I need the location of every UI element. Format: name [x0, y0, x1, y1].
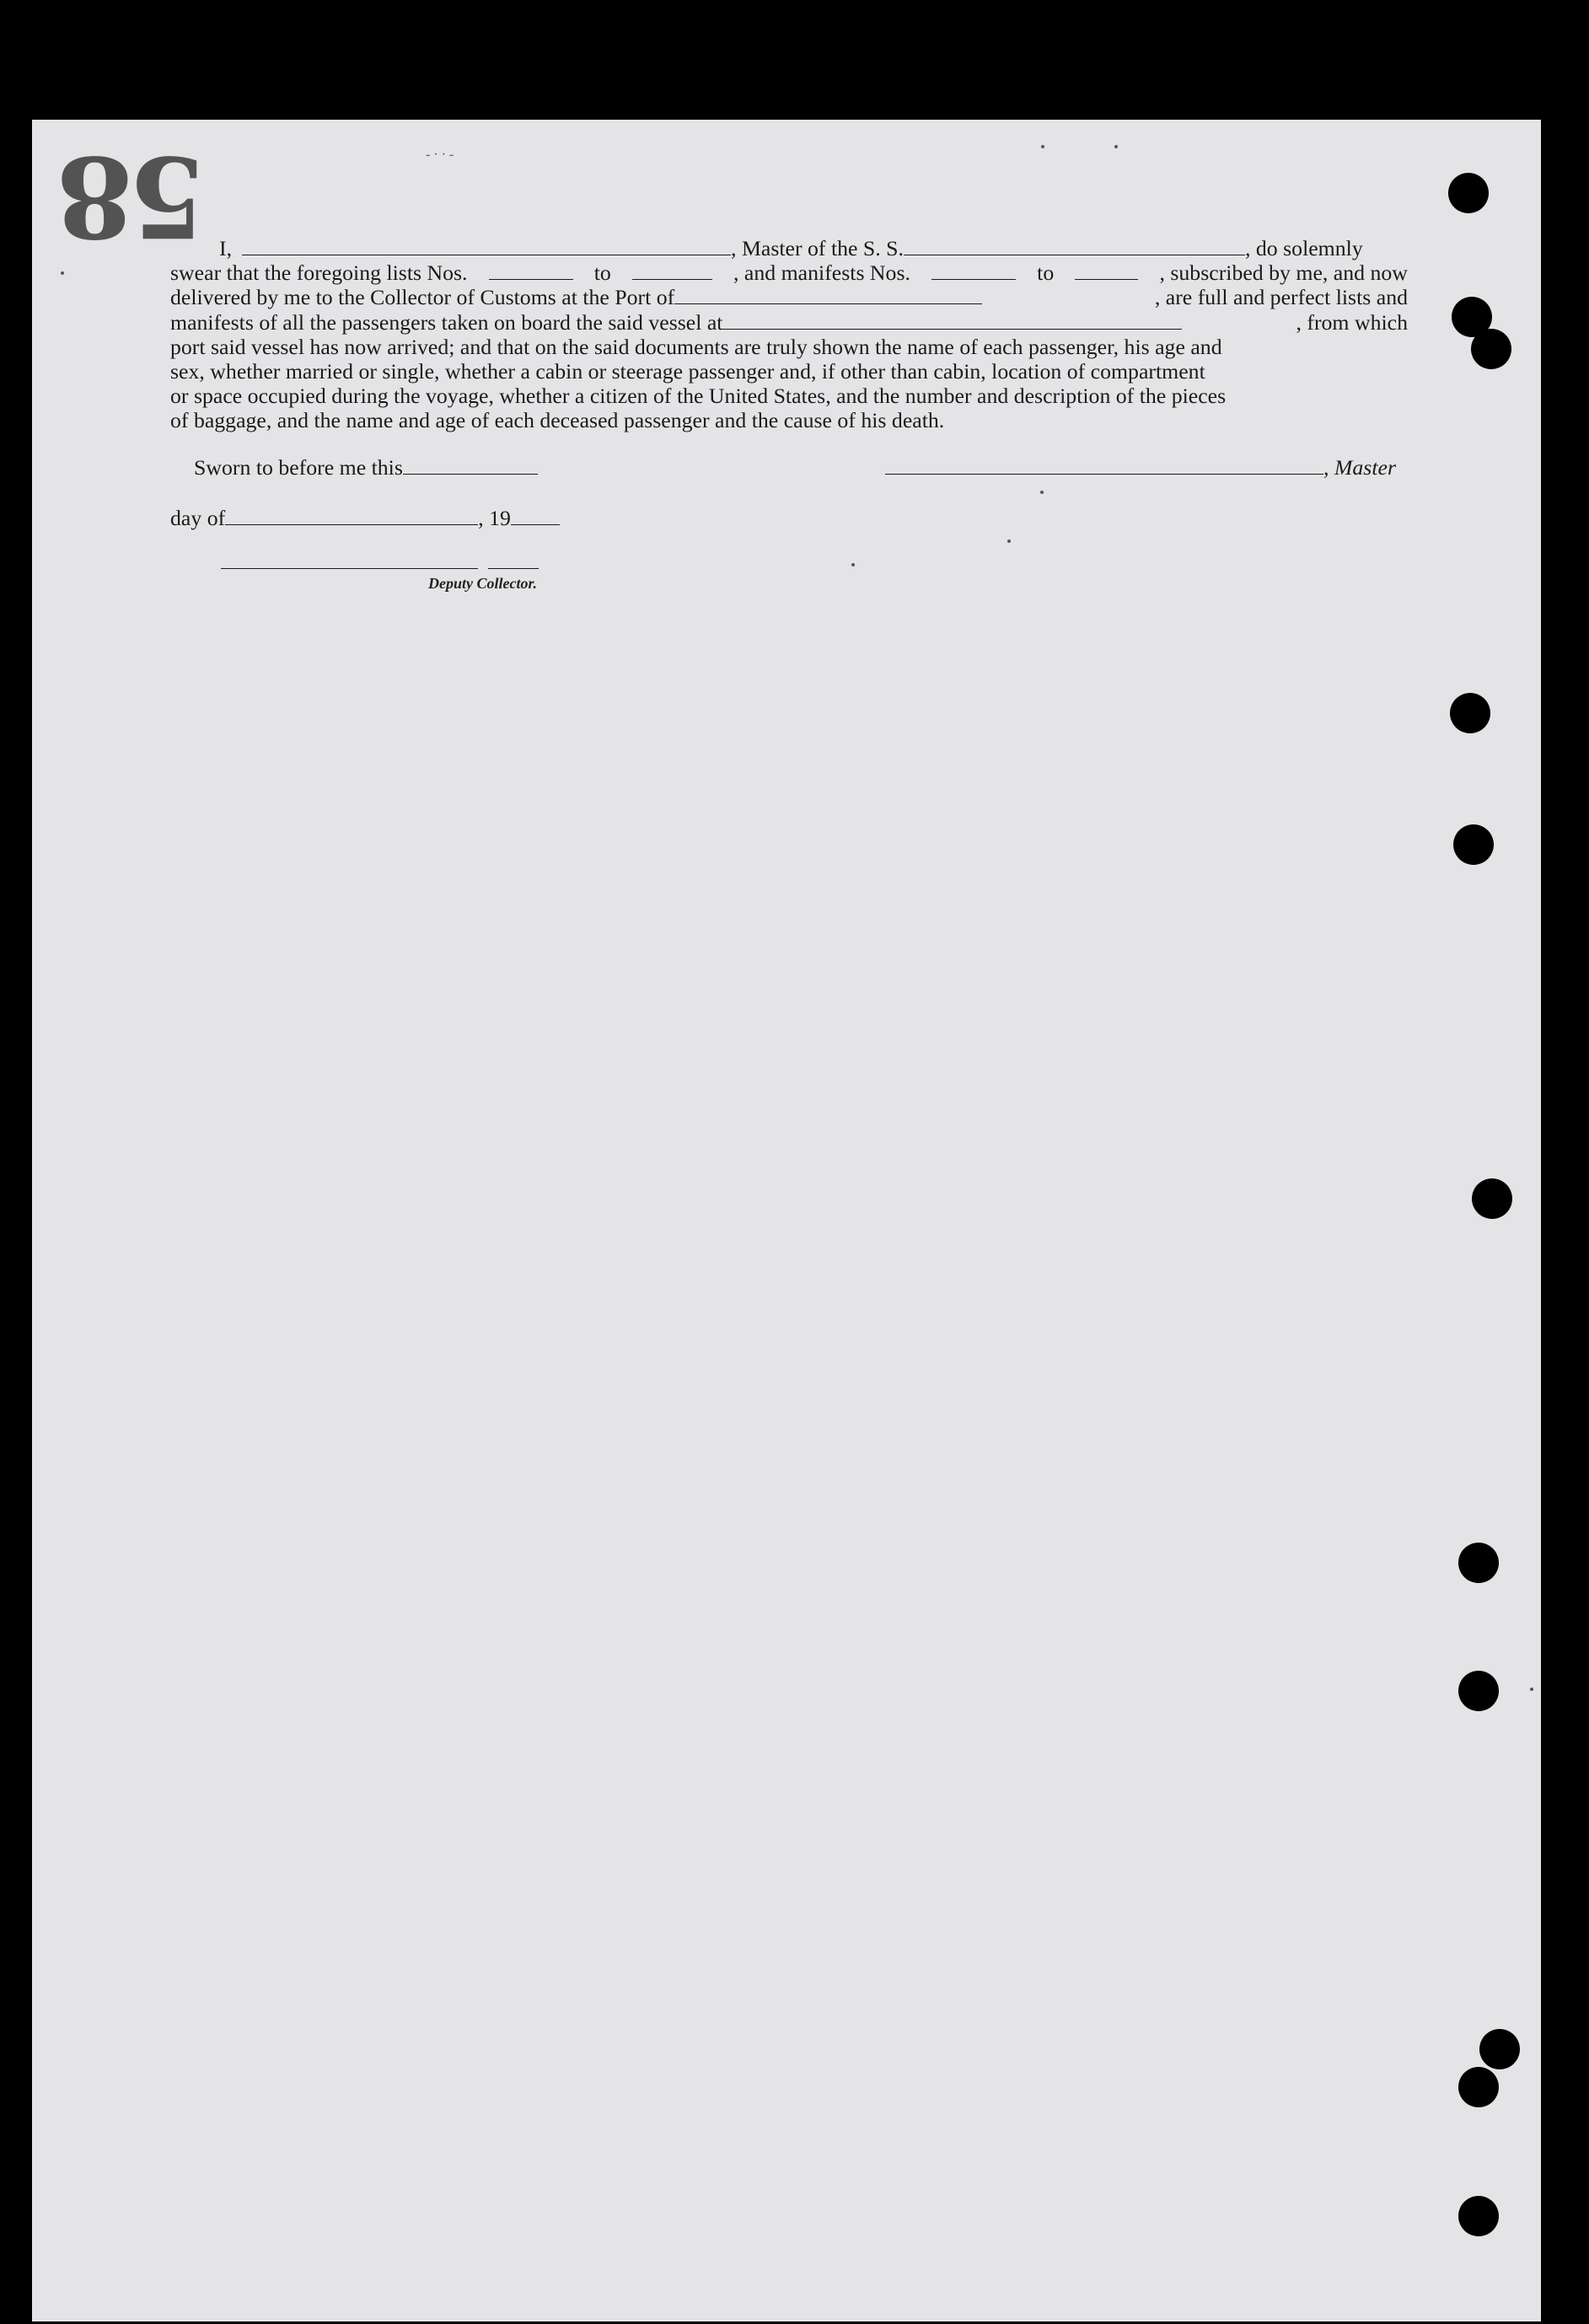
punch-hole: [1472, 1178, 1512, 1219]
page-number-stamp: 58: [61, 131, 206, 261]
punch-hole: [1458, 1671, 1499, 1711]
departure-port-blank[interactable]: [722, 310, 1182, 330]
punch-hole: [1458, 2067, 1499, 2107]
punch-hole: [1453, 824, 1494, 865]
lists-from-blank[interactable]: [489, 260, 573, 280]
speck: [1040, 491, 1044, 494]
manifests-from-blank[interactable]: [931, 260, 1016, 280]
deputy-signature-blank[interactable]: [221, 550, 478, 569]
deputy-signature-blank[interactable]: [488, 550, 539, 569]
speck: [1041, 145, 1044, 148]
master-name-blank[interactable]: [242, 236, 731, 255]
deputy-signature-line: [221, 550, 539, 575]
oath-line: port said vessel has now arrived; and that on the said documents are truly shown the name of each passenger, his age and: [170, 334, 1222, 359]
speck: [1007, 539, 1011, 543]
port-blank[interactable]: [674, 285, 982, 304]
oath-line: sex, whether married or single, whether a cabin or steerage passenger and, if other than cabin, location of compartment: [170, 359, 1205, 384]
oath-line: or space occupied during the voyage, whether a citizen of the United States, and the number and description of the pieces: [170, 384, 1227, 409]
oath-paragraph: [170, 236, 1408, 433]
sworn-day-blank[interactable]: [403, 455, 538, 475]
oath-line: manifests of all the passengers taken on board the said vessel at , from which: [170, 309, 1408, 335]
lists-to-blank[interactable]: [632, 260, 712, 280]
deputy-collector-label: Deputy Collector.: [428, 575, 537, 592]
document-page: [32, 120, 1541, 2321]
year-blank[interactable]: [511, 506, 560, 525]
manifests-to-blank[interactable]: [1075, 260, 1138, 280]
month-blank[interactable]: [225, 506, 478, 525]
speck: [61, 271, 64, 275]
speck: [1114, 145, 1118, 148]
oath-line: delivered by me to the Collector of Customs at the Port of , are full and perfect lists and: [170, 285, 1408, 310]
punch-hole: [1458, 2196, 1499, 2236]
punch-hole: [1458, 1543, 1499, 1583]
master-signature-line: , Master: [885, 455, 1396, 480]
speck: [1530, 1688, 1533, 1691]
punch-hole: [1479, 2029, 1520, 2069]
ship-name-blank[interactable]: [904, 236, 1245, 255]
oath-line: of baggage, and the name and age of each deceased passenger and the cause of his death.: [170, 408, 945, 433]
master-signature-blank[interactable]: [885, 455, 1323, 475]
punch-hole: [1448, 173, 1489, 213]
sworn-line: Sworn to before me this: [194, 455, 538, 480]
oath-line: swear that the foregoing lists Nos. to , and manifests Nos. to , subscribed by me, and now: [170, 260, 1408, 286]
punch-hole: [1471, 329, 1511, 369]
punch-hole: [1450, 693, 1490, 733]
speck: [851, 563, 855, 566]
day-of-line: day of , 19: [170, 506, 560, 531]
top-marks: - · · -: [426, 148, 454, 162]
oath-line: I, , Master of the S. S. , do solemnly: [219, 236, 1363, 260]
